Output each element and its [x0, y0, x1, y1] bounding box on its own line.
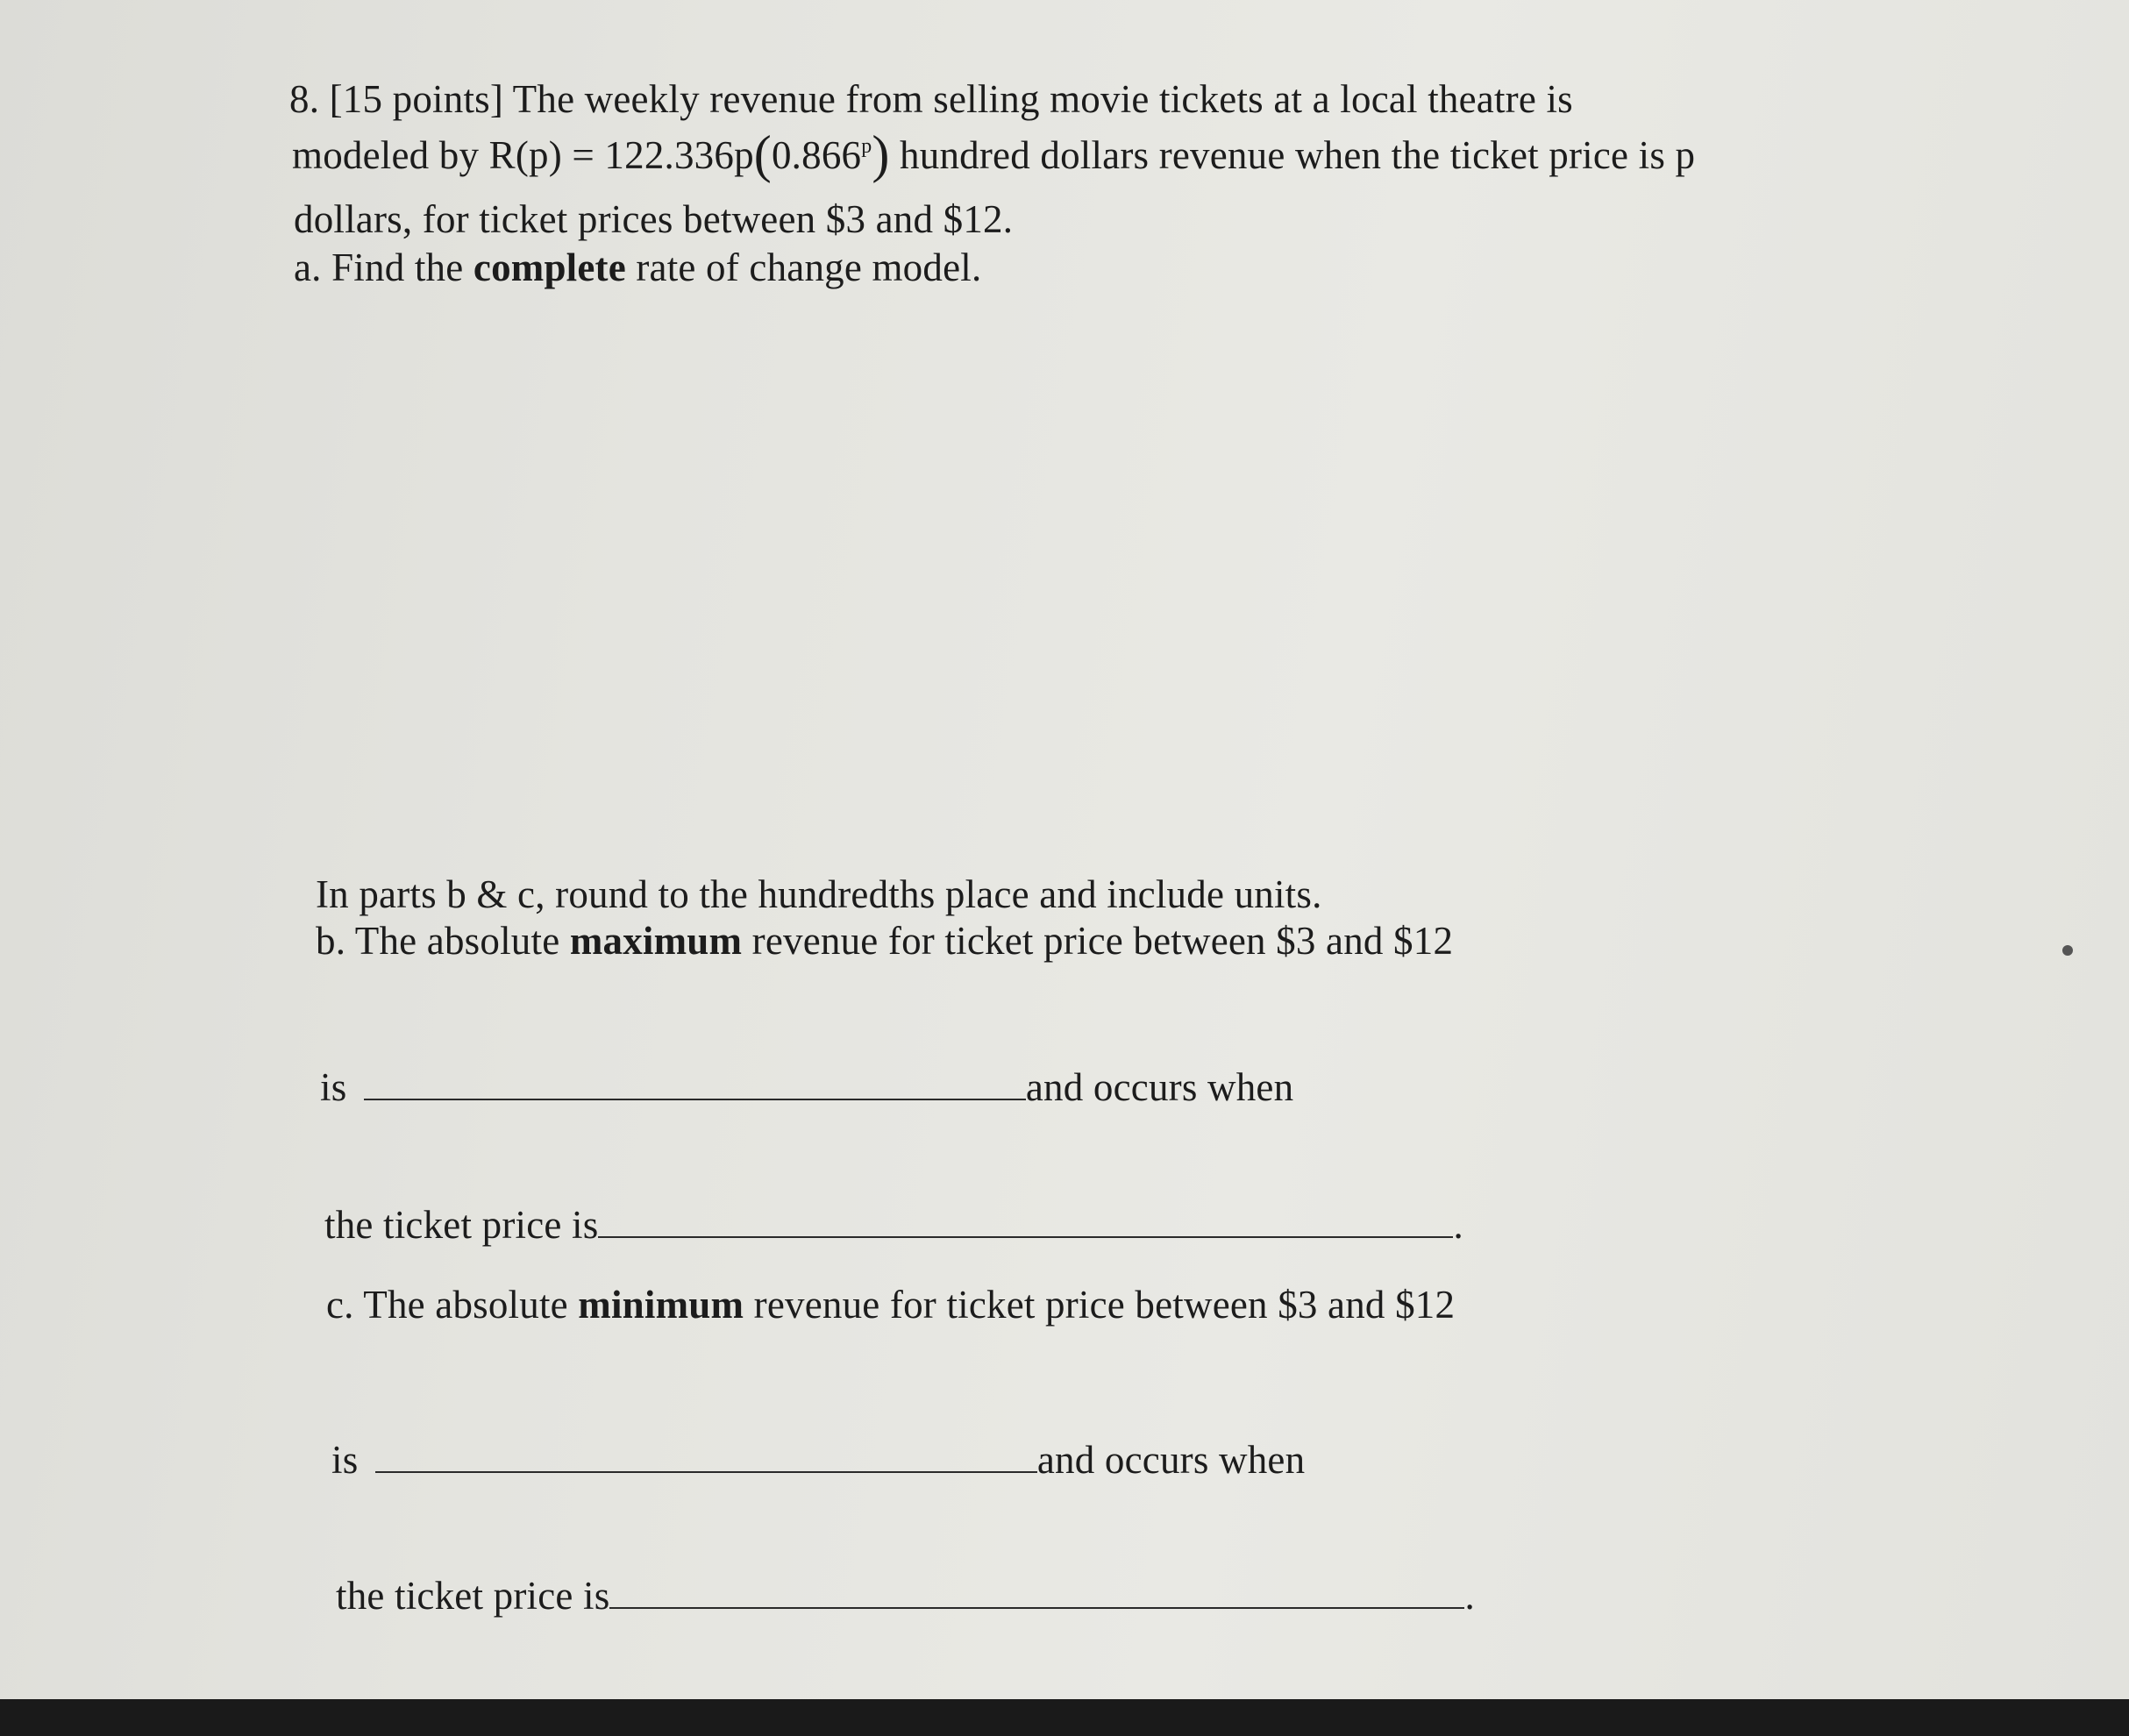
part-c-heading [326, 1283, 1455, 1328]
part-a-bold: complete [473, 245, 626, 289]
part-b-price-label: the ticket price is [324, 1203, 599, 1247]
problem-line-3 [294, 197, 1013, 243]
modeled-by-text: modeled by [292, 133, 489, 177]
part-a-pre: a. Find the [294, 245, 474, 289]
part-c-min-revenue-blank[interactable] [375, 1470, 1037, 1473]
part-c-pre: c. The absolute [326, 1283, 579, 1327]
part-c-ticket-price-blank[interactable] [609, 1606, 1464, 1609]
problem-intro-text: 8. [15 points] The weekly revenue from selling movie tickets at a local theatre is [289, 77, 1573, 121]
revenue-formula [488, 125, 890, 183]
formula-close-paren: ) [872, 125, 890, 183]
part-b-period: . [1453, 1203, 1463, 1247]
part-b-is-label: is [320, 1065, 347, 1109]
part-c-occurs-label: and occurs when [1036, 1438, 1306, 1482]
part-c-bold: minimum [578, 1283, 744, 1327]
desk-edge [0, 1699, 2129, 1736]
part-b-pre: b. The absolute [316, 919, 570, 963]
formula-open-paren: ( [753, 125, 772, 183]
instructions [316, 872, 1322, 918]
part-b-heading [316, 919, 1453, 964]
formula-main: R(p) = 122.336p [488, 133, 754, 177]
formula-base: 0.866 [771, 133, 862, 177]
part-a [294, 245, 981, 291]
formula-exponent: p [861, 135, 872, 158]
hundred-dollars-text: hundred dollars revenue when the ticket price is p [889, 133, 1696, 177]
part-b-answer-line [320, 1065, 1293, 1111]
part-b-max-revenue-blank[interactable] [364, 1098, 1026, 1100]
instructions-text: In parts b & c, round to the hundredths place and include units. [316, 872, 1322, 916]
part-c-post: revenue for ticket price between $3 and $12 [744, 1283, 1456, 1327]
part-c-answer-line [331, 1438, 1305, 1483]
stray-mark [2062, 945, 2073, 956]
price-range-text: dollars, for ticket prices between $3 and $12. [294, 197, 1014, 241]
part-c-price-line [336, 1574, 1475, 1619]
part-b-price-line [324, 1203, 1463, 1249]
problem-line-1 [289, 77, 1573, 123]
part-b-post: revenue for ticket price between $3 and $12 [742, 919, 1454, 963]
part-c-period: . [1464, 1574, 1475, 1618]
part-c-is-label: is [331, 1438, 359, 1482]
part-b-occurs-label: and occurs when [1025, 1065, 1294, 1109]
part-a-post: rate of change model. [625, 245, 982, 289]
part-b-ticket-price-blank[interactable] [598, 1235, 1453, 1238]
part-c-price-label: the ticket price is [336, 1574, 610, 1618]
part-b-bold: maximum [569, 919, 743, 963]
problem-line-2 [292, 125, 1696, 183]
